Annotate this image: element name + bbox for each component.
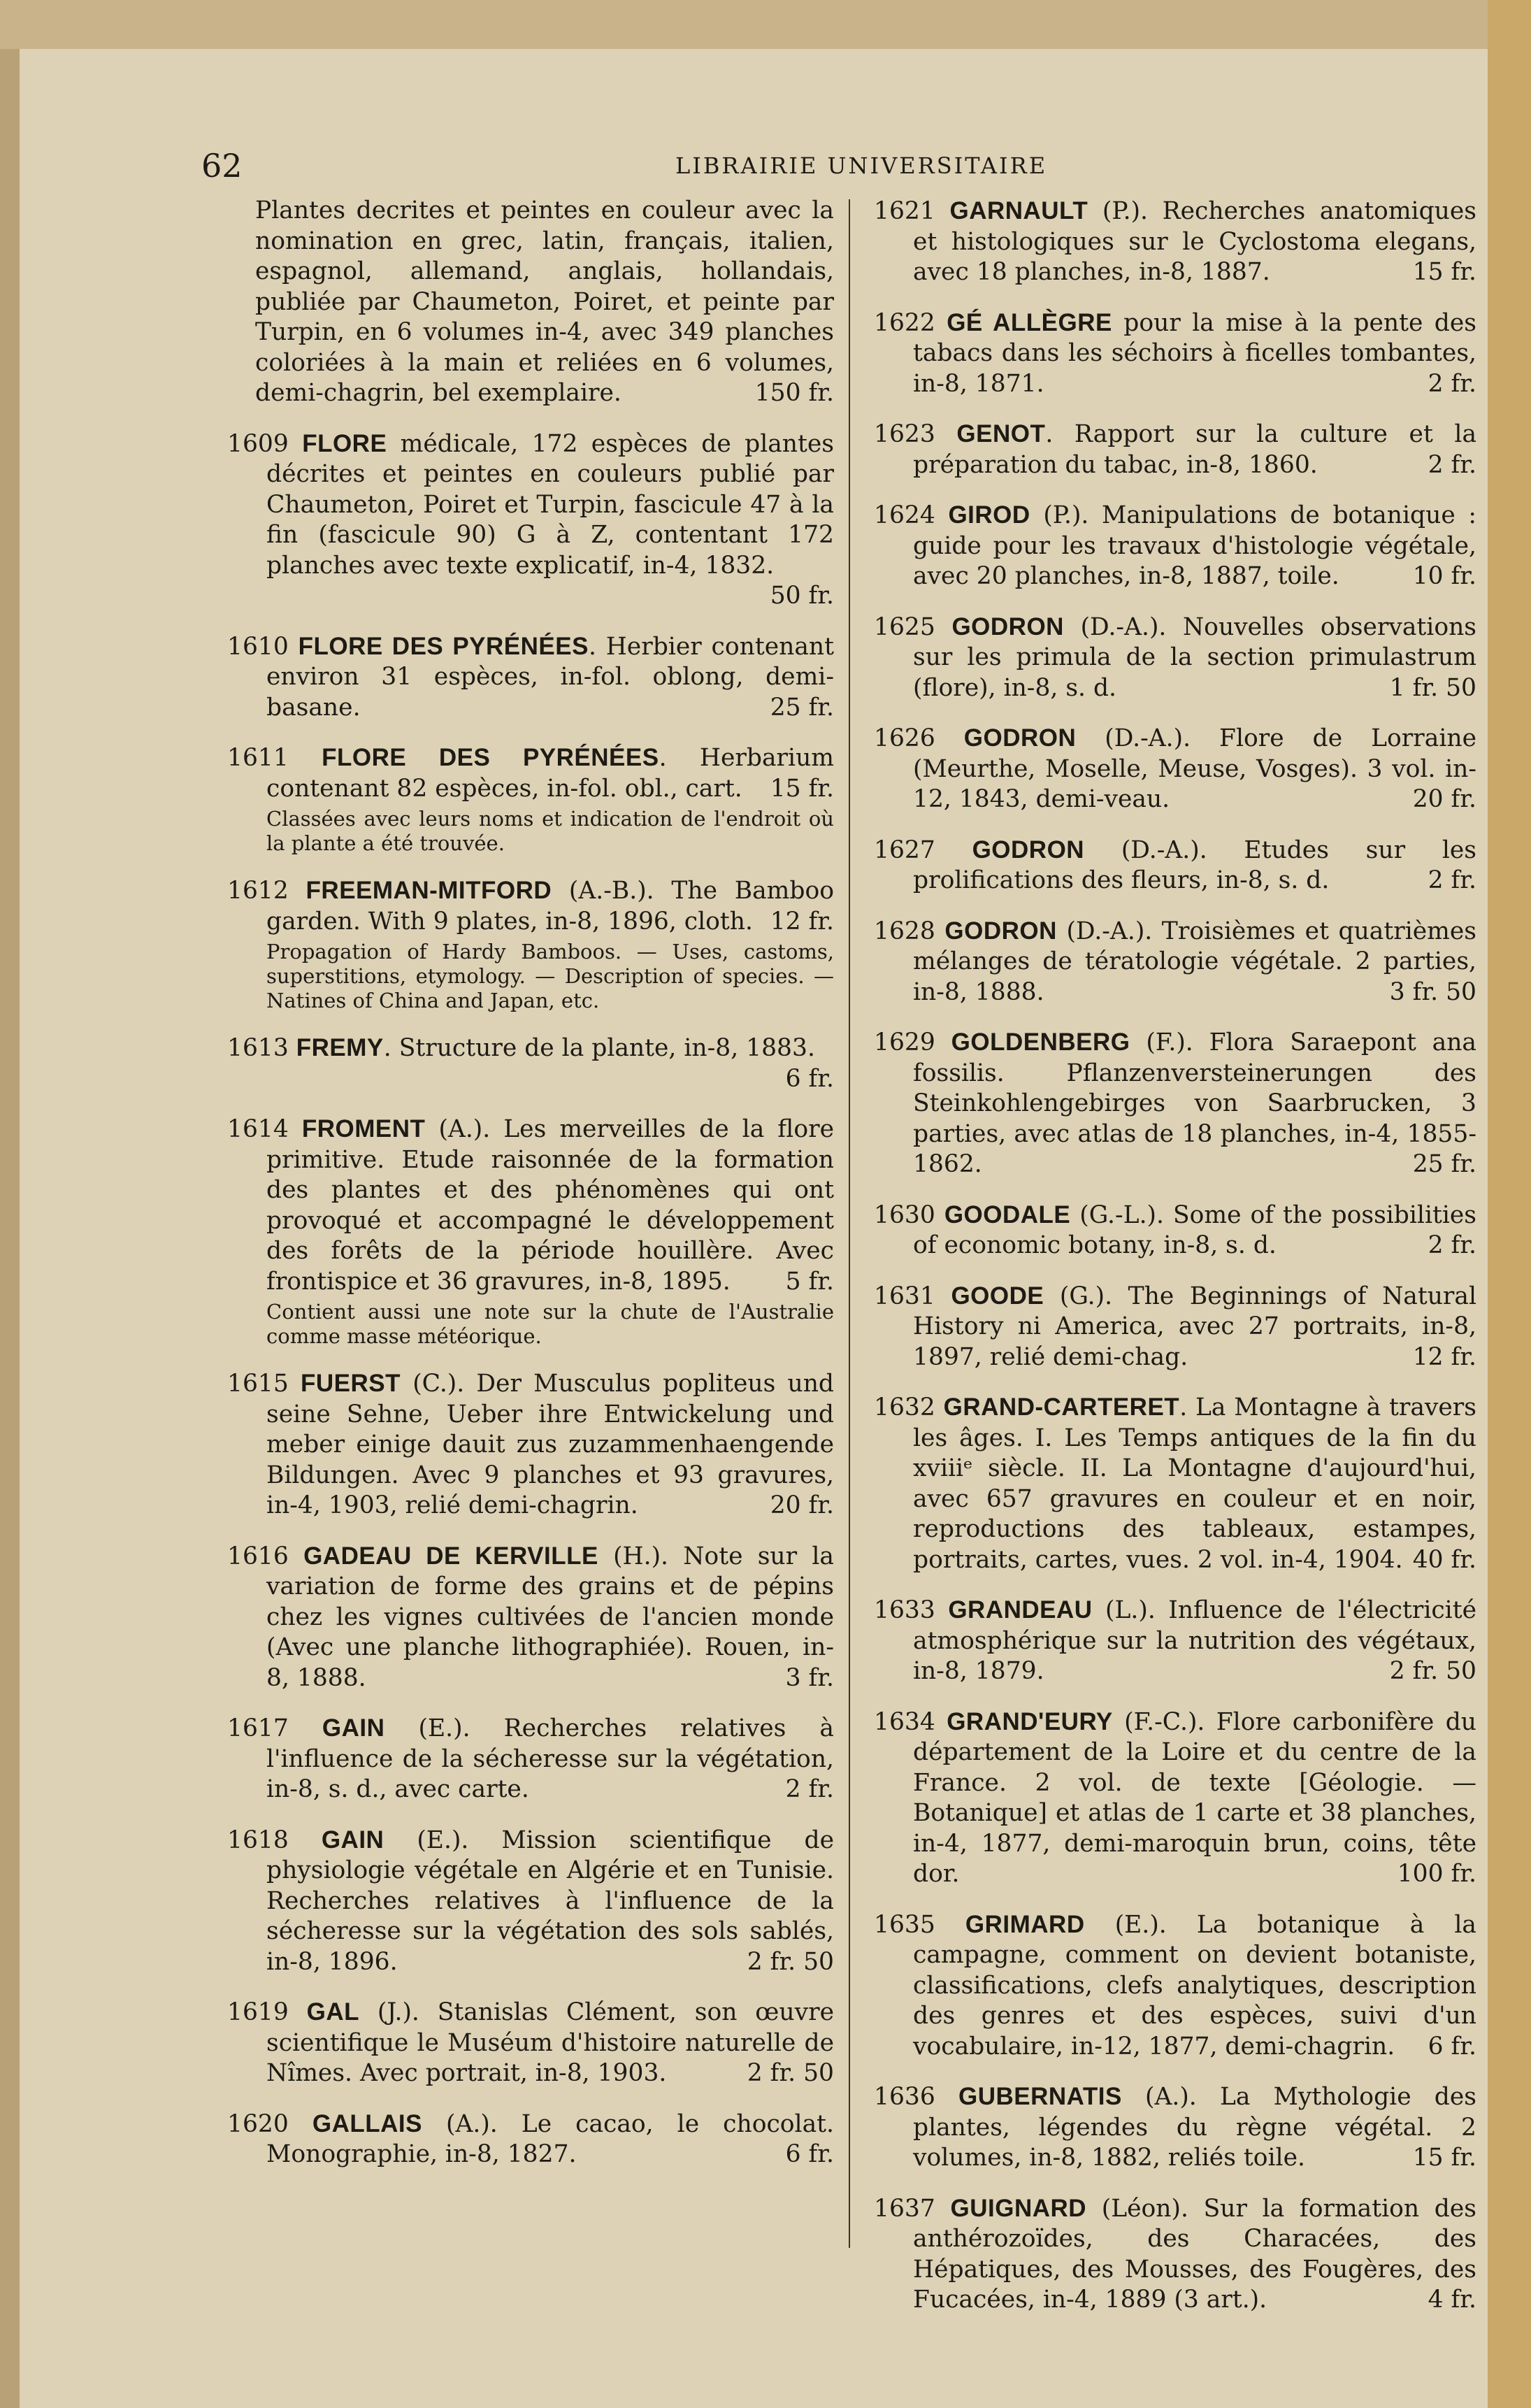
entry-number: 1633 <box>874 1596 935 1624</box>
entry-text: (E.). Recherches relatives à l'influence de la sécheresse sur la végétation, in-8, s. d., avec carte. <box>266 1714 834 1803</box>
entry-number: 1613 <box>227 1034 289 1062</box>
entry-price: 25 fr. <box>1412 1150 1476 1178</box>
entry-text: (H.). Note sur la variation de forme des grains et de pépins chez les vignes cultivées de l'ancien monde (Avec une planche lithographiée). Rouen, in-8, 1888. <box>266 1542 834 1692</box>
catalogue-entry <box>874 612 1476 704</box>
entry-price: 25 fr. <box>770 693 834 722</box>
entry-author: GIROD <box>948 501 1030 529</box>
entry-text: (A.). Le cacao, le chocolat. Monographie, in-8, 1827. <box>266 2109 834 2168</box>
entry-price: 2 fr. <box>1428 450 1476 479</box>
entry-number: 1624 <box>874 501 935 529</box>
catalogue-entry <box>874 1707 1476 1890</box>
entry-price: 12 fr. <box>1412 1342 1476 1371</box>
entry-text: (D.-A.). Nouvelles observations sur les primula de la section primulastrum (flore), in-8, s. d. <box>913 612 1477 702</box>
entry-price: 15 fr. <box>1412 258 1476 286</box>
right-column <box>874 196 1476 2335</box>
entry-number: 1619 <box>227 1998 289 2026</box>
entry-number: 1616 <box>227 1542 289 1570</box>
entry-author: GAL <box>306 1998 360 2026</box>
catalogue-entry <box>227 1541 834 1694</box>
entry-price: 2 fr. 50 <box>747 1947 834 1976</box>
entry-author: GOLDENBERG <box>951 1029 1130 1056</box>
entry-price: 1 fr. 50 <box>1389 673 1476 702</box>
entry-author: FROMENT <box>301 1115 426 1142</box>
entry-note: Contient aussi une note sur la chute de l'Australie comme masse météorique. <box>266 1300 834 1348</box>
entry-number: 1635 <box>874 1910 935 1939</box>
entry-text: . Herbarium contenant 82 espèces, in-fol. obl., cart. <box>266 744 835 803</box>
entry-price: 20 fr. <box>1412 785 1476 813</box>
entry-author: GUIGNARD <box>950 2194 1087 2222</box>
catalogue-entry <box>227 196 834 409</box>
entry-text: (L.). Influence de l'électricité atmosphérique sur la nutrition des végétaux, in-8, 1879. <box>913 1596 1476 1685</box>
entry-number: 1629 <box>874 1029 935 1056</box>
entry-price: 2 fr. <box>1428 369 1476 398</box>
catalogue-entry <box>227 429 834 612</box>
entry-price: 2 fr. <box>1428 1231 1476 1259</box>
catalogue-entry <box>227 1997 834 2089</box>
catalogue-entry <box>874 2193 1476 2316</box>
entry-note: Classées avec leurs noms et indication de l'endroit où la plante a été trouvée. <box>266 807 834 855</box>
entry-author: GOODALE <box>944 1201 1071 1228</box>
entry-price: 6 fr. <box>1428 2032 1476 2061</box>
page-header <box>0 147 1531 189</box>
column-divider <box>849 199 850 2248</box>
entry-price: 3 fr. 50 <box>1389 977 1476 1006</box>
entry-text: (P.). Manipulations de botanique : guide pour les travaux d'histologie végétale, avec 20 planches, in-8, 1887, toile. <box>913 501 1476 590</box>
catalogue-entry <box>874 196 1476 288</box>
entry-author: FREMY <box>296 1034 384 1061</box>
entry-author: GODRON <box>944 917 1057 945</box>
entry-text: (F.). Flora Saraepont ana fossilis. Pflanzenversteinerungen des Steinkohlengebirges von Saarbrucken, 3 parties, avec atlas de 18 planches, in-4, 1855-1862. <box>913 1029 1476 1178</box>
entry-author: GÉ ALLÈGRE <box>947 308 1112 336</box>
running-head: LIBRAIRIE UNIVERSITAIRE <box>675 152 1048 179</box>
entry-author: GOODE <box>951 1282 1044 1310</box>
entry-text: (F.-C.). Flore carbonifère du département de la Loire et du centre de la France. 2 vol. de texte [Géologie. — Botanique] et atlas de 1 carte et 38 planches, in-4, 1877, demi-maroquin brun, coins, tête dor. <box>913 1707 1477 1888</box>
entry-number: 1627 <box>874 836 935 864</box>
entry-number: 1623 <box>874 420 935 448</box>
entry-text: (D.-A.). Flore de Lorraine (Meurthe, Moselle, Meuse, Vosges). 3 vol. in-12, 1843, demi-veau. <box>913 724 1477 813</box>
entry-number: 1637 <box>874 2194 935 2223</box>
entry-author: FLORE DES PYRÉNÉES <box>322 744 659 771</box>
entry-text: (D.-A.). Etudes sur les prolifications des fleurs, in-8, s. d. <box>913 836 1476 894</box>
catalogue-entry <box>227 1114 834 1349</box>
entry-author: GRANDEAU <box>948 1596 1093 1624</box>
entry-text: (A.-B.). The Bamboo garden. With 9 plates, in-8, 1896, cloth. <box>266 877 835 936</box>
catalogue-entry <box>874 835 1476 896</box>
entry-number: 1621 <box>874 197 935 225</box>
entry-text: médicale, 172 espèces de plantes décrites et peintes en couleurs publié par Chaumeton, Poiret et Turpin, fascicule 47 à la fin (fascicule 90) G à Z, contentant 172 planches avec texte explicatif, in-4, 1832. <box>266 429 835 580</box>
entry-price: 15 fr. <box>770 774 834 803</box>
entry-author: GUBERNATIS <box>958 2083 1122 2110</box>
entry-text: Plantes decrites et peintes en couleur avec la nomination en grec, latin, français, italien, espagnol, allemand, anglais, hollandais, publiée par Chaumeton, Poiret, et peinte par Turpin, en 6 volumes in-4, avec 349 planches coloriées à la main et reliées en 6 volumes, demi-chagrin, bel exemplaire. <box>255 196 834 407</box>
entry-author: GODRON <box>951 612 1064 640</box>
entry-author: GALLAIS <box>312 2109 422 2137</box>
entry-price: 2 fr. 50 <box>747 2059 834 2087</box>
catalogue-entry <box>874 1595 1476 1687</box>
entry-number: 1631 <box>874 1282 935 1310</box>
catalogue-entry <box>874 500 1476 592</box>
entry-note: Propagation of Hardy Bamboos. — Uses, castoms, superstitions, etymology. — Description of species. — Natines of China and Japan, etc. <box>266 940 834 1012</box>
entry-number: 1636 <box>874 2083 935 2111</box>
entry-number: 1625 <box>874 612 935 641</box>
entry-author: GRAND'EURY <box>947 1707 1113 1735</box>
entry-author: FREEMAN-MITFORD <box>306 877 552 904</box>
entry-author: GODRON <box>972 836 1085 863</box>
catalogue-entry <box>227 1033 834 1094</box>
entry-number: 1628 <box>874 917 935 945</box>
entry-author: GENOT <box>956 420 1046 447</box>
entry-price: 3 fr. <box>785 1663 834 1692</box>
entry-text: (A.). La Mythologie des plantes, légendes du règne végétal. 2 volumes, in-8, 1882, reliés toile. <box>913 2083 1477 2172</box>
entry-text: . Herbier contenant environ 31 espèces, in-fol. oblong, demi-basane. <box>266 632 834 722</box>
entry-text: (Léon). Sur la formation des anthérozoïdes, des Characées, des Hépatiques, des Mousses, des Fougères, des Fucacées, in-4, 1889 (3 art.). <box>913 2194 1477 2314</box>
entry-text: (G.-L.). Some of the possibilities of economic botany, in-8, s. d. <box>913 1201 1477 1259</box>
entry-price: 50 fr. <box>770 582 834 610</box>
catalogue-entry <box>874 916 1476 1008</box>
entry-number: 1630 <box>874 1201 935 1229</box>
entry-text: (G.). The Beginnings of Natural History ni America, avec 27 portraits, in-8, 1897, relié demi-chag. <box>913 1282 1477 1371</box>
entry-text: (P.). Recherches anatomiques et histologiques sur le Cyclostoma elegans, avec 18 planches, in-8, 1887. <box>913 197 1477 286</box>
entry-author: GARNAULT <box>949 197 1088 224</box>
entry-author: GRAND-CARTERET <box>943 1393 1180 1421</box>
catalogue-entry <box>227 2109 834 2170</box>
entry-number: 1609 <box>227 429 289 458</box>
entry-price: 100 fr. <box>1397 1860 1476 1888</box>
entry-text: (C.). Der Musculus popliteus und seine Sehne, Ueber ihre Entwickelung und meber einige dauit zus zuzammenhaengende Bildungen. Avec 9 planches et 93 gravures, in-4, 1903, relié demi-chagrin. <box>266 1370 834 1519</box>
catalogue-entry <box>874 1392 1476 1575</box>
entry-number: 1611 <box>227 744 289 772</box>
entry-price: 6 fr. <box>785 2140 834 2168</box>
catalogue-entry <box>227 1713 834 1805</box>
entry-author: GODRON <box>963 724 1077 752</box>
entry-author: GAIN <box>322 1714 385 1742</box>
entry-text: . La Montagne à travers les âges. I. Les Temps antiques de la fin du xviiiᵉ siècle. II. La Montagne d'aujourd'hui, avec 657 gravures en couleur et en noir, reproductions des tableaux, estampes, portraits, cartes, vues. 2 vol. in-4, 1904. <box>913 1393 1476 1574</box>
entry-text: (D.-A.). Troisièmes et quatrièmes mélanges de tératologie végétale. 2 parties, in-8, 1888. <box>913 917 1477 1006</box>
entry-text: . Structure de la plante, in-8, 1883. <box>383 1034 815 1062</box>
entry-author: FLORE DES PYRÉNÉES <box>298 632 589 660</box>
catalogue-entry <box>874 308 1476 400</box>
entry-price: 2 fr. <box>1428 866 1476 894</box>
catalogue-entry <box>227 875 834 1013</box>
entry-price: 2 fr. 50 <box>1389 1657 1476 1685</box>
catalogue-entry <box>874 1909 1476 2063</box>
entry-number: 1620 <box>227 2109 289 2138</box>
entry-author: FLORE <box>302 429 387 457</box>
entry-text: pour la mise à la pente des tabacs dans les séchoirs à ficelles tombantes, in-8, 1871. <box>913 308 1477 398</box>
page-edge-right <box>1488 0 1531 2408</box>
entry-author: GAIN <box>321 1826 384 1854</box>
entry-price: 20 fr. <box>770 1491 834 1519</box>
entry-text: (E.). La botanique à la campagne, comment on devient botaniste, classifications, clefs analytiques, description des genres et des espèces, suivi d'un vocabulaire, in-12, 1877, demi-chagrin. <box>913 1910 1477 2061</box>
entry-number: 1618 <box>227 1826 289 1854</box>
catalogue-entry <box>874 419 1476 480</box>
entry-number: 1610 <box>227 632 289 661</box>
entry-number: 1632 <box>874 1393 935 1421</box>
left-column <box>227 196 834 2190</box>
entry-text: (A.). Les merveilles de la flore primitive. Etude raisonnée de la formation des plantes et des phénomènes qui ont provoqué et accompagné le développement des forêts de la période houillère. Avec frontispice et 36 gravures, in-8, 1895. <box>266 1115 835 1296</box>
catalogue-entry <box>874 2081 1476 2174</box>
catalogue-entry <box>227 743 834 856</box>
entry-price: 40 fr. <box>1412 1545 1476 1574</box>
entry-text: (E.). Mission scientifique de physiologie végétale en Algérie et en Tunisie. Recherches relatives à l'influence de la sécheresse sur la végétation des sols sablés, in-8, 1896. <box>266 1826 835 1976</box>
entry-number: 1612 <box>227 877 289 905</box>
page-edge-left <box>0 49 20 2408</box>
entry-price: 150 fr. <box>754 379 834 407</box>
catalogue-entry <box>227 1825 834 1978</box>
entry-number: 1626 <box>874 724 935 752</box>
entry-author: GRIMARD <box>965 1910 1085 1938</box>
entry-price: 4 fr. <box>1428 2286 1476 2314</box>
entry-price: 2 fr. <box>785 1775 834 1803</box>
entry-text: (J.). Stanislas Clément, son œuvre scientifique le Muséum d'histoire naturelle de Nîmes. Avec portrait, in-8, 1903. <box>266 1998 835 2087</box>
entry-number: 1614 <box>227 1115 289 1143</box>
catalogue-entry <box>874 1281 1476 1373</box>
entry-number: 1615 <box>227 1370 289 1398</box>
catalogue-entry <box>227 1368 834 1521</box>
catalogue-entry <box>227 631 834 724</box>
entry-price: 5 fr. <box>785 1267 834 1296</box>
catalogue-entry <box>874 1027 1476 1180</box>
entry-author: FUERST <box>301 1370 401 1397</box>
entry-number: 1634 <box>874 1707 935 1736</box>
entry-price: 12 fr. <box>770 907 834 936</box>
catalogue-entry <box>874 723 1476 815</box>
entry-text: . Rapport sur la culture et la préparation du tabac, in-8, 1860. <box>913 420 1477 479</box>
entry-author: GADEAU DE KERVILLE <box>303 1542 598 1570</box>
page-number: 62 <box>201 147 243 185</box>
entry-price: 15 fr. <box>1412 2144 1476 2172</box>
catalogue-entry <box>874 1200 1476 1261</box>
entry-price: 10 fr. <box>1412 562 1476 590</box>
entry-number: 1617 <box>227 1714 289 1742</box>
entry-number: 1622 <box>874 308 935 337</box>
entry-price: 6 fr. <box>785 1064 834 1093</box>
